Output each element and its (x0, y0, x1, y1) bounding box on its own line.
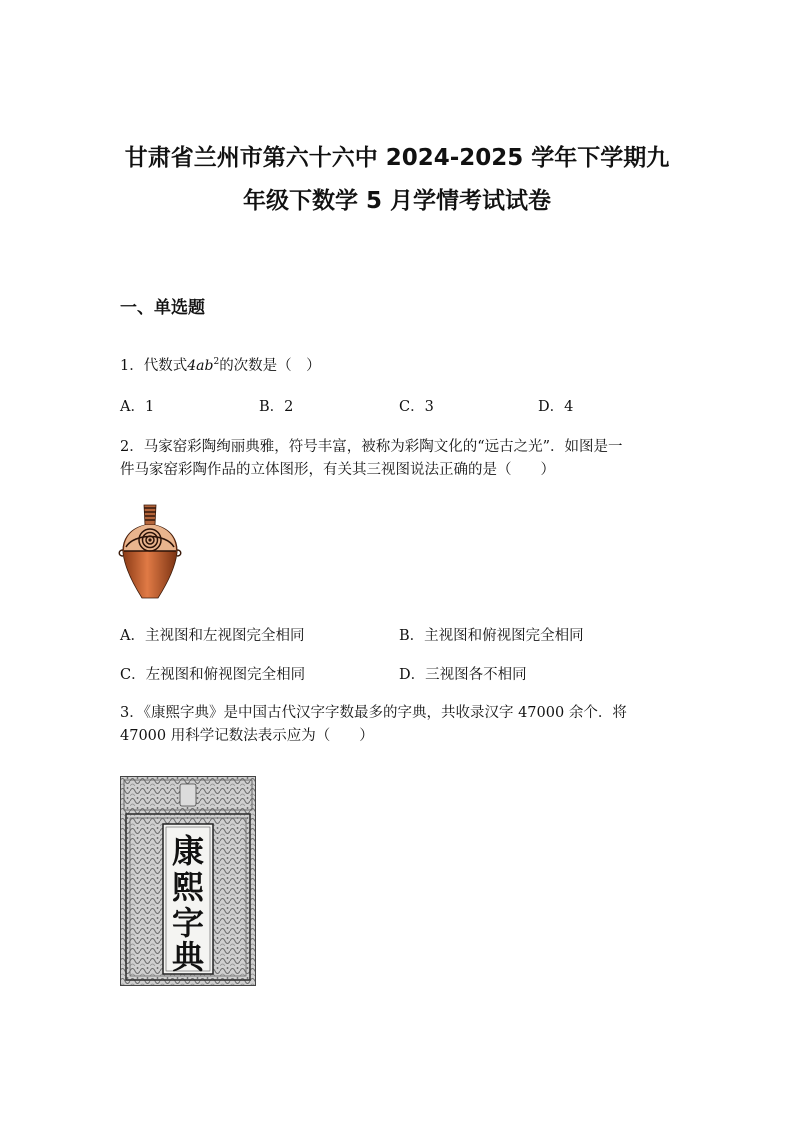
question-3-line2: 47000 用科学记数法表示应为（ ） (120, 728, 374, 744)
question-1 (120, 352, 321, 376)
cover-character-zi: 字 (171, 904, 205, 942)
cover-character-kang: 康 (171, 832, 205, 870)
painted-pottery-vase-image (118, 503, 182, 601)
document-title-line2: 年级下数学 5 月学情考试试卷 (242, 188, 552, 214)
question-2-line1: 2．马家窑彩陶绚丽典雅，符号丰富，被称为彩陶文化的“远古之光”．如图是一 (120, 439, 623, 455)
question-2-option-d: D．三视图各不相同 (399, 667, 527, 683)
question-2-line2: 件马家窑彩陶作品的立体图形，有关其三视图说法正确的是（ ） (120, 462, 555, 478)
document-title-line1: 甘肃省兰州市第六十六中 2024-2025 学年下学期九 (124, 145, 670, 171)
kangxi-dictionary-cover-image (120, 776, 256, 986)
question-1-option-d: D．4 (538, 399, 574, 415)
question-1-prefix: 1．代数式 (120, 358, 188, 374)
expression-exponent: 2 (213, 357, 220, 367)
cover-character-xi: 熙 (171, 868, 205, 906)
question-1-expression (187, 358, 219, 374)
question-1-option-c: C．3 (399, 399, 434, 415)
question-1-suffix: 的次数是（ ） (219, 358, 321, 374)
question-1-option-b: B．2 (259, 399, 294, 415)
expression-base: 4ab (187, 358, 214, 374)
question-2-option-b: B．主视图和俯视图完全相同 (399, 628, 584, 644)
question-2-option-c: C．左视图和俯视图完全相同 (120, 667, 306, 683)
question-2-option-a: A．主视图和左视图完全相同 (120, 628, 305, 644)
section-heading: 一、单选题 (120, 298, 205, 318)
question-3-line1: 3．《康熙字典》是中国古代汉字字数最多的字典，共收录汉字 47000 余个．将 (120, 705, 627, 721)
cover-character-dian: 典 (171, 938, 205, 976)
question-1-option-a: A．1 (120, 399, 155, 415)
